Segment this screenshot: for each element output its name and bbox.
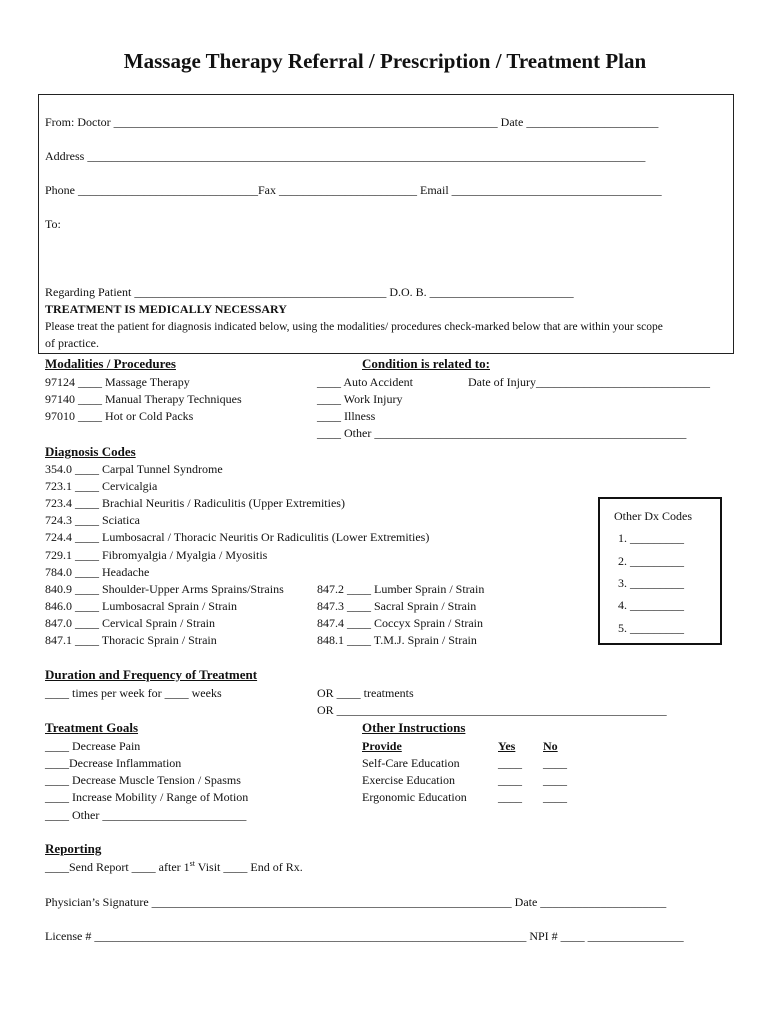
diagnosis-heading: Diagnosis Codes bbox=[45, 444, 136, 459]
medically-necessary-label: TREATMENT IS MEDICALLY NECESSARY bbox=[45, 302, 287, 316]
modality-item[interactable]: 97124 ____ Massage Therapy bbox=[45, 375, 190, 389]
to-label: To: bbox=[45, 217, 61, 231]
condition-item[interactable]: ____ Work Injury bbox=[317, 392, 403, 406]
phone-fax-email-field[interactable]: Phone ______________________________Fax _______________________ Email ___________________________________ bbox=[45, 183, 662, 197]
modality-item[interactable]: 97010 ____ Hot or Cold Packs bbox=[45, 409, 194, 423]
goal-item[interactable]: ____ Increase Mobility / Range of Motion bbox=[45, 790, 249, 804]
diagnosis-item[interactable]: 847.1 ____ Thoracic Sprain / Strain bbox=[45, 633, 217, 647]
condition-item[interactable]: ____ Illness bbox=[317, 409, 376, 423]
modality-item[interactable]: 97140 ____ Manual Therapy Techniques bbox=[45, 392, 242, 406]
goal-item[interactable]: ____ Other ________________________ bbox=[45, 808, 247, 822]
diagnosis-item[interactable]: 724.3 ____ Sciatica bbox=[45, 513, 140, 527]
instruction-text-1: Please treat the patient for diagnosis indicated below, using the modalities/ procedures check-marked below that are within your scope bbox=[45, 321, 663, 333]
instruction-no-field[interactable]: ____ bbox=[543, 756, 567, 770]
physician-signature-field[interactable]: Physician’s Signature ____________________________________________________________ Date _____________________ bbox=[45, 895, 667, 909]
goal-item[interactable]: ____ Decrease Muscle Tension / Spasms bbox=[45, 773, 241, 787]
instruction-text-2: of practice. bbox=[45, 336, 99, 350]
reporting-heading: Reporting bbox=[45, 841, 102, 856]
diagnosis-item[interactable]: 354.0 ____ Carpal Tunnel Syndrome bbox=[45, 462, 223, 476]
instruction-yes-field[interactable]: ____ bbox=[498, 773, 522, 787]
other-instructions-heading: Other Instructions bbox=[362, 720, 466, 735]
instruction-row-label: Exercise Education bbox=[362, 773, 455, 787]
other-dx-field[interactable]: 3. _________ bbox=[618, 576, 684, 590]
times-per-week-field[interactable]: ____ times per week for ____ weeks bbox=[45, 686, 222, 700]
diagnosis-item[interactable]: 848.1 ____ T.M.J. Sprain / Strain bbox=[317, 633, 477, 647]
condition-heading: Condition is related to: bbox=[362, 356, 490, 371]
other-dx-field[interactable]: 2. _________ bbox=[618, 554, 684, 568]
no-column-header: No bbox=[543, 739, 558, 753]
other-dx-field[interactable]: 1. _________ bbox=[618, 531, 684, 545]
duration-other-field[interactable]: OR _______________________________________________________ bbox=[317, 703, 667, 717]
goal-item[interactable]: ____Decrease Inflammation bbox=[45, 756, 182, 770]
diagnosis-item[interactable]: 729.1 ____ Fibromyalgia / Myalgia / Myositis bbox=[45, 548, 268, 562]
diagnosis-item[interactable]: 847.2 ____ Lumber Sprain / Strain bbox=[317, 582, 485, 596]
other-dx-heading: Other Dx Codes bbox=[614, 509, 692, 523]
instruction-no-field[interactable]: ____ bbox=[543, 790, 567, 804]
send-report-text-end: Visit ____ End of Rx. bbox=[194, 860, 303, 874]
treatments-field[interactable]: OR ____ treatments bbox=[317, 686, 414, 700]
address-field[interactable]: Address _____________________________________________________________________________________________ bbox=[45, 149, 646, 163]
provide-column-header: Provide bbox=[362, 739, 402, 753]
diagnosis-item[interactable]: 846.0 ____ Lumbosacral Sprain / Strain bbox=[45, 599, 237, 613]
goals-heading: Treatment Goals bbox=[45, 720, 139, 735]
diagnosis-item[interactable]: 724.4 ____ Lumbosacral / Thoracic Neuritis Or Radiculitis (Lower Extremities) bbox=[45, 530, 430, 544]
license-npi-field[interactable]: License # ________________________________________________________________________ NPI # ____ ________________ bbox=[45, 929, 684, 943]
date-of-injury-field[interactable]: Date of Injury_____________________________ bbox=[468, 375, 710, 389]
condition-item[interactable]: ____ Other ____________________________________________________ bbox=[317, 426, 687, 440]
yes-column-header: Yes bbox=[498, 739, 516, 753]
diagnosis-item[interactable]: 784.0 ____ Headache bbox=[45, 565, 150, 579]
instruction-row-label: Ergonomic Education bbox=[362, 790, 467, 804]
instruction-row-label: Self-Care Education bbox=[362, 756, 460, 770]
patient-dob-field[interactable]: Regarding Patient __________________________________________ D.O. B. ________________________ bbox=[45, 285, 574, 299]
diagnosis-item[interactable]: 723.4 ____ Brachial Neuritis / Radiculitis (Upper Extremities) bbox=[45, 496, 345, 510]
other-dx-field[interactable]: 4. _________ bbox=[618, 598, 684, 612]
diagnosis-item[interactable]: 847.3 ____ Sacral Sprain / Strain bbox=[317, 599, 477, 613]
duration-heading: Duration and Frequency of Treatment bbox=[45, 667, 258, 682]
form-title: Massage Therapy Referral / Prescription / Treatment Plan bbox=[123, 49, 647, 73]
diagnosis-item[interactable]: 847.0 ____ Cervical Sprain / Strain bbox=[45, 616, 215, 630]
send-report-field[interactable] bbox=[45, 860, 303, 874]
diagnosis-item[interactable]: 847.4 ____ Coccyx Sprain / Strain bbox=[317, 616, 483, 630]
condition-item[interactable]: ____ Auto Accident bbox=[317, 375, 413, 389]
instruction-yes-field[interactable]: ____ bbox=[498, 790, 522, 804]
diagnosis-item[interactable]: 723.1 ____ Cervicalgia bbox=[45, 479, 158, 493]
goal-item[interactable]: ____ Decrease Pain bbox=[45, 739, 141, 753]
instruction-no-field[interactable]: ____ bbox=[543, 773, 567, 787]
ordinal-suffix: st bbox=[189, 859, 195, 868]
other-dx-field[interactable]: 5. _________ bbox=[618, 621, 684, 635]
diagnosis-item[interactable]: 840.9 ____ Shoulder-Upper Arms Sprains/Strains bbox=[45, 582, 284, 596]
modalities-heading: Modalities / Procedures bbox=[45, 356, 176, 371]
from-doctor-field[interactable]: From: Doctor ________________________________________________________________ Date ______________________ bbox=[45, 115, 659, 129]
send-report-text: ____Send Report ____ after 1 bbox=[45, 860, 190, 874]
instruction-yes-field[interactable]: ____ bbox=[498, 756, 522, 770]
